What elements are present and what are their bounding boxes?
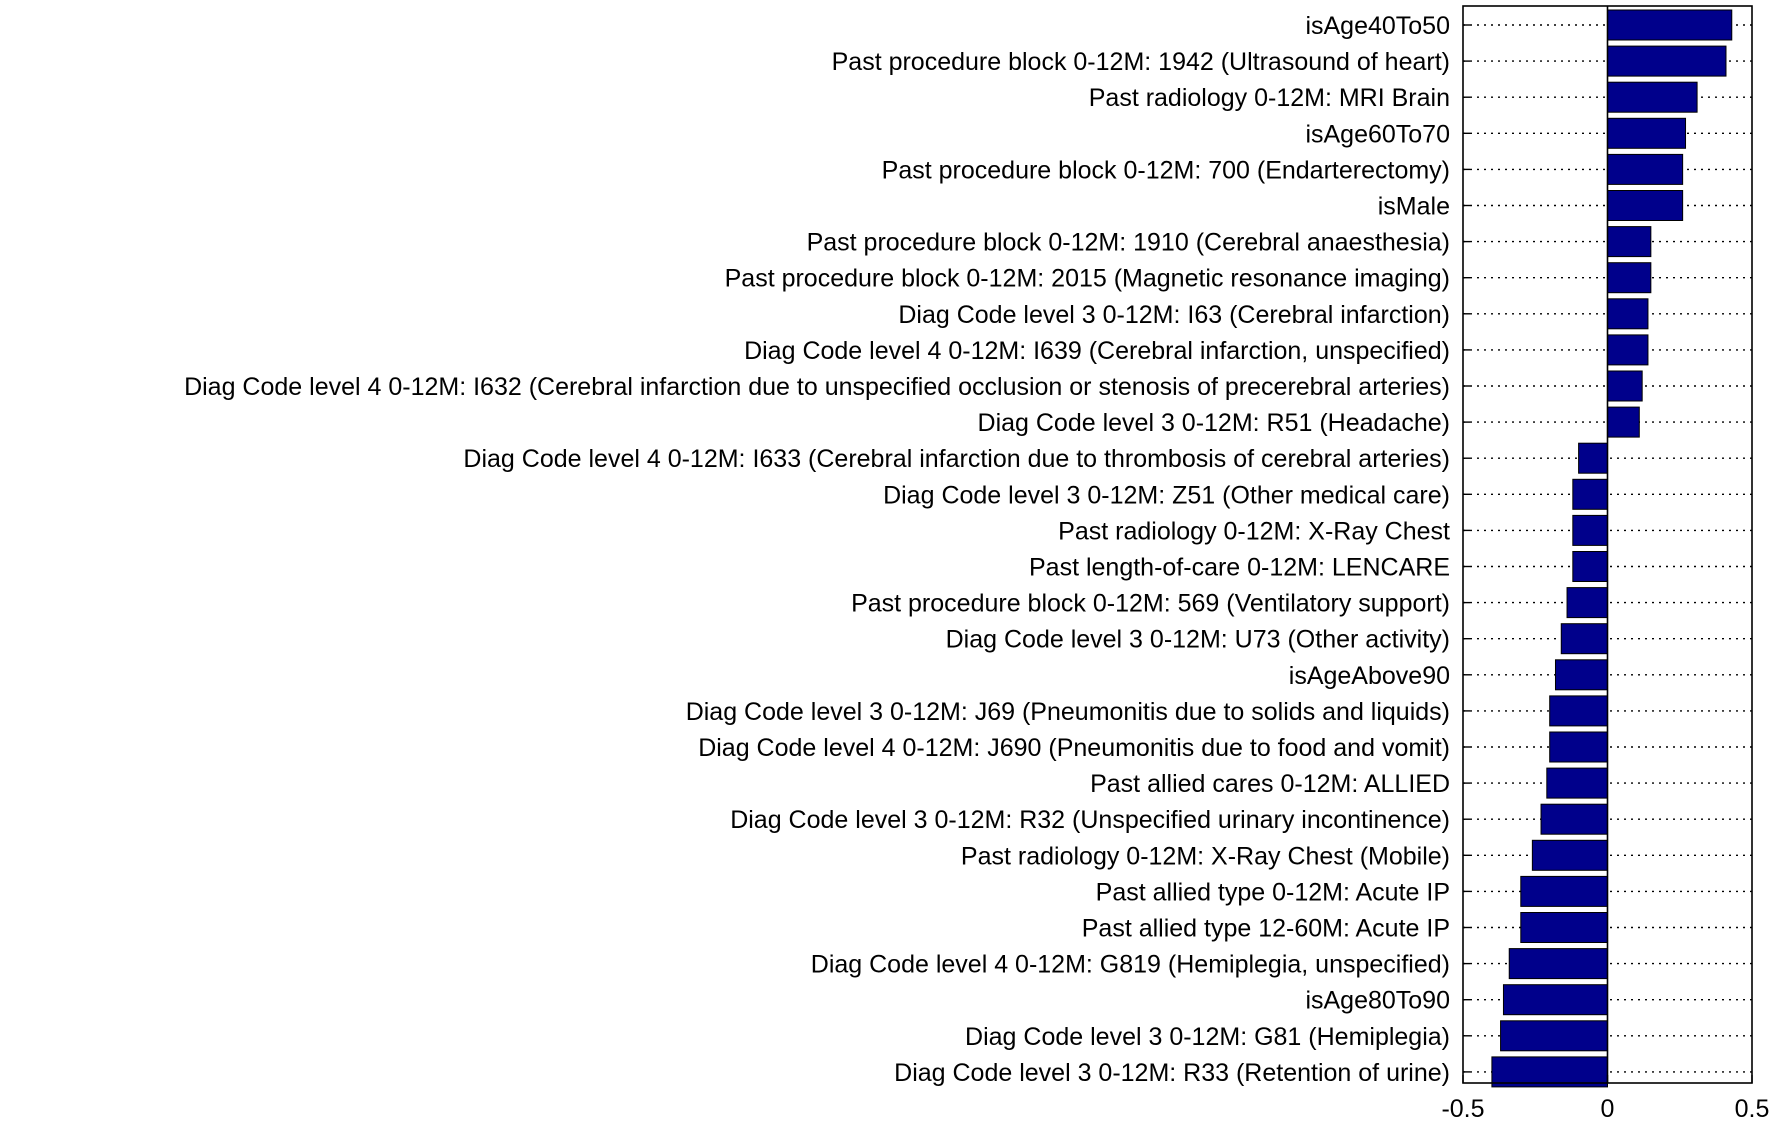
bar — [1579, 443, 1608, 473]
category-label: Diag Code level 4 0-12M: I633 (Cerebral infarction due to thrombosis of cerebral arteries) — [463, 445, 1450, 474]
category-label: Past procedure block 0-12M: 1910 (Cerebral anaesthesia) — [806, 228, 1450, 257]
x-tick-label: 0 — [1600, 1095, 1615, 1123]
category-label: Past allied type 0-12M: Acute IP — [1095, 878, 1450, 907]
category-label: Diag Code level 3 0-12M: Z51 (Other medical care) — [883, 481, 1450, 510]
bar — [1608, 46, 1726, 76]
bar — [1561, 624, 1607, 654]
category-label: Diag Code level 3 0-12M: U73 (Other activity) — [945, 625, 1450, 654]
bar — [1608, 227, 1651, 257]
category-label: Diag Code level 3 0-12M: R51 (Headache) — [977, 409, 1450, 438]
category-label: Diag Code level 3 0-12M: R32 (Unspecified urinary incontinence) — [730, 806, 1450, 835]
bar — [1509, 949, 1607, 979]
bar — [1608, 154, 1683, 184]
category-label: Diag Code level 3 0-12M: G81 (Hemiplegia) — [965, 1022, 1450, 1051]
bar — [1550, 696, 1608, 726]
category-label: isAge80To90 — [1305, 986, 1450, 1015]
category-label: Past procedure block 0-12M: 700 (Endarterectomy) — [881, 156, 1450, 185]
category-label: Diag Code level 4 0-12M: I632 (Cerebral infarction due to unspecified occlusion or stenosis of precerebral arteries) — [184, 373, 1450, 401]
bar — [1608, 407, 1640, 437]
category-label: Diag Code level 4 0-12M: I639 (Cerebral infarction, unspecified) — [744, 336, 1450, 365]
bar — [1608, 191, 1683, 221]
category-label: Diag Code level 4 0-12M: J690 (Pneumonitis due to food and vomit) — [698, 734, 1450, 762]
category-label: Past allied cares 0-12M: ALLIED — [1090, 770, 1450, 799]
bar — [1573, 515, 1608, 545]
bar — [1501, 1021, 1608, 1051]
category-label: Diag Code level 4 0-12M: G819 (Hemiplegia, unspecified) — [810, 950, 1450, 979]
bar — [1547, 768, 1608, 798]
category-label: Diag Code level 3 0-12M: J69 (Pneumonitis due to solids and liquids) — [685, 697, 1450, 726]
bars — [1492, 10, 1732, 1087]
x-tick-label: -0.5 — [1441, 1095, 1485, 1123]
category-label: Past procedure block 0-12M: 1942 (Ultrasound of heart) — [831, 48, 1450, 77]
bar — [1608, 299, 1648, 329]
category-label: isAge40To50 — [1305, 12, 1450, 40]
category-labels — [184, 12, 1450, 1087]
bar — [1608, 118, 1686, 148]
bar — [1550, 732, 1608, 762]
category-label: Past radiology 0-12M: X-Ray Chest — [1058, 517, 1450, 546]
x-tick-label: 0.5 — [1734, 1095, 1770, 1123]
category-label: Past procedure block 0-12M: 569 (Ventilatory support) — [851, 589, 1450, 618]
category-label: Diag Code level 3 0-12M: I63 (Cerebral infarction) — [898, 300, 1450, 329]
bar — [1573, 552, 1608, 582]
bar — [1608, 10, 1732, 40]
category-label: Diag Code level 3 0-12M: R33 (Retention of urine) — [894, 1058, 1450, 1087]
category-label: isAgeAbove90 — [1288, 661, 1450, 690]
bar — [1555, 660, 1607, 690]
category-label: isAge60To70 — [1305, 120, 1450, 149]
bar — [1608, 371, 1643, 401]
bar — [1521, 913, 1608, 943]
category-label: Past allied type 12-60M: Acute IP — [1081, 914, 1450, 943]
category-label: Past length-of-care 0-12M: LENCARE — [1028, 553, 1450, 582]
bar — [1608, 82, 1698, 112]
bar — [1532, 840, 1607, 870]
bar — [1541, 804, 1607, 834]
category-label: Past radiology 0-12M: X-Ray Chest (Mobile) — [960, 842, 1450, 871]
bar — [1608, 335, 1648, 365]
bar — [1608, 263, 1651, 293]
bar — [1503, 985, 1607, 1015]
category-label: isMale — [1377, 192, 1450, 221]
category-label: Past procedure block 0-12M: 2015 (Magnetic resonance imaging) — [724, 264, 1450, 293]
bar — [1573, 479, 1608, 509]
category-label: Past radiology 0-12M: MRI Brain — [1088, 84, 1450, 113]
bar — [1521, 876, 1608, 906]
bar — [1567, 588, 1607, 618]
